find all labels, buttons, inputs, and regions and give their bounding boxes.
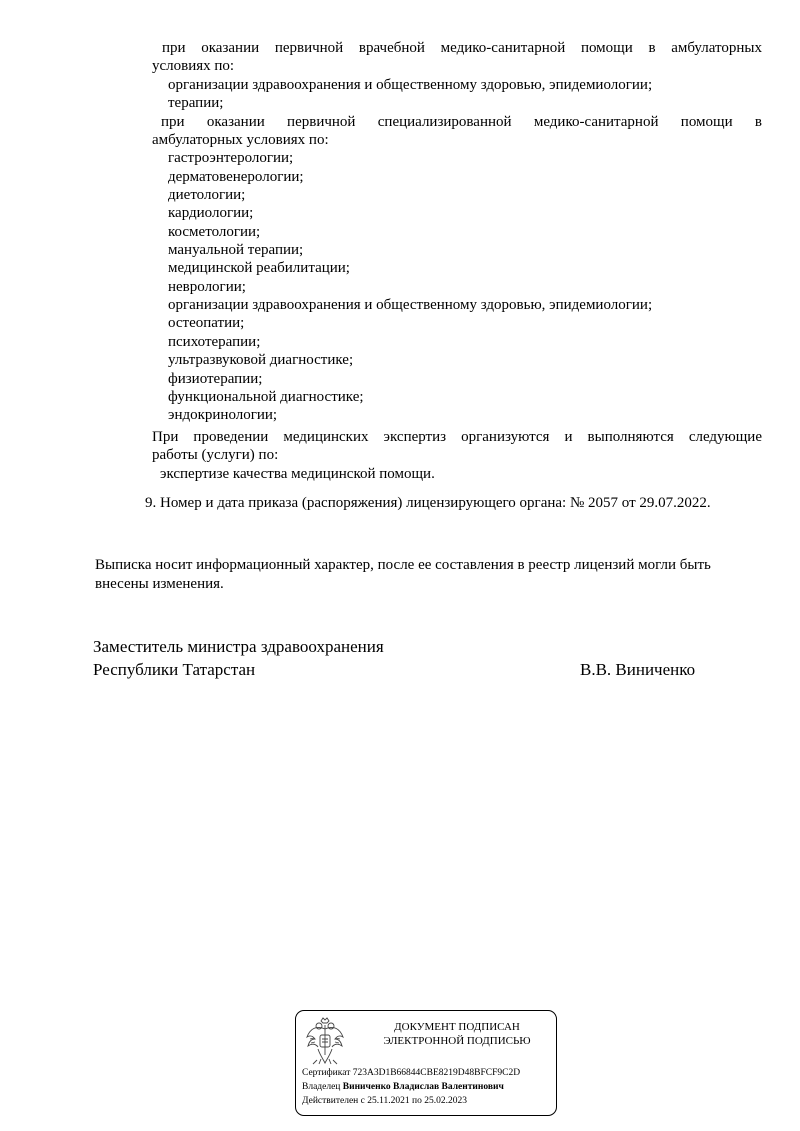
signatory-position-line2: Республики Татарстан <box>93 660 256 679</box>
list-item: функциональной диагностике; <box>168 389 364 405</box>
expertise-intro-line2: работы (услуги) по: <box>152 447 279 463</box>
stamp-title-line2: ЭЛЕКТРОННОЙ ПОДПИСЬЮ <box>383 1035 531 1047</box>
primary-care-intro-line1: при оказании первичной врачебной медико-санитарной помощи в амбулаторных <box>162 40 762 56</box>
list-item: неврологии; <box>168 279 246 295</box>
stamp-certificate-label: Сертификат <box>302 1068 351 1078</box>
list-item: психотерапии; <box>168 334 261 350</box>
list-item: кардиологии; <box>168 205 254 221</box>
list-item: мануальной терапии; <box>168 242 304 258</box>
stamp-certificate-value: 723A3D1B66844CBE8219D48BFCF9C2D <box>352 1068 521 1078</box>
list-item: остеопатии; <box>168 315 245 331</box>
notice-line1: Выписка носит информационный характер, после ее составления в реестр лицензий могли быть <box>95 557 711 573</box>
stamp-owner-value: Виниченко Владислав Валентинович <box>342 1082 504 1092</box>
list-item: организации здравоохранения и общественному здоровью, эпидемиологии; <box>168 77 653 93</box>
signatory-name: В.В. Виниченко <box>580 660 696 679</box>
list-item: диетологии; <box>168 187 246 203</box>
list-item: организации здравоохранения и общественному здоровью, эпидемиологии; <box>168 297 653 313</box>
expertise-intro-line1: При проведении медицинских экспертиз организуются и выполняются следующие <box>152 429 762 445</box>
list-item: дерматовенерологии; <box>168 169 304 185</box>
electronic-signature-stamp <box>295 1010 557 1116</box>
primary-care-intro-line2: условиях по: <box>152 58 235 74</box>
specialized-care-intro-line2: амбулаторных условиях по: <box>152 132 329 148</box>
stamp-owner-label: Владелец <box>302 1082 341 1092</box>
list-item: косметологии; <box>168 224 261 240</box>
list-item: эндокринологии; <box>168 407 278 423</box>
list-item: терапии; <box>168 95 224 111</box>
expertise-item: экспертизе качества медицинской помощи. <box>160 466 435 482</box>
list-item: ультразвуковой диагностике; <box>168 352 354 368</box>
stamp-title-line1: ДОКУМЕНТ ПОДПИСАН <box>394 1021 520 1033</box>
order-number-line: 9. Номер и дата приказа (распоряжения) лицензирующего органа: № 2057 от 29.07.2022. <box>145 495 711 511</box>
stamp-owner-row <box>302 1081 504 1093</box>
stamp-certificate-row <box>302 1067 520 1079</box>
signatory-position-line1: Заместитель министра здравоохранения <box>93 637 384 656</box>
specialized-care-intro-line1: при оказании первичной специализированной медико-санитарной помощи в <box>161 114 762 130</box>
list-item: физиотерапии; <box>168 371 263 387</box>
coat-of-arms-emblem <box>304 1015 346 1067</box>
list-item: гастроэнтерологии; <box>168 150 294 166</box>
notice-line2: внесены изменения. <box>95 576 224 592</box>
list-item: медицинской реабилитации; <box>168 260 350 276</box>
stamp-validity: Действителен с 25.11.2021 по 25.02.2023 <box>302 1096 467 1106</box>
